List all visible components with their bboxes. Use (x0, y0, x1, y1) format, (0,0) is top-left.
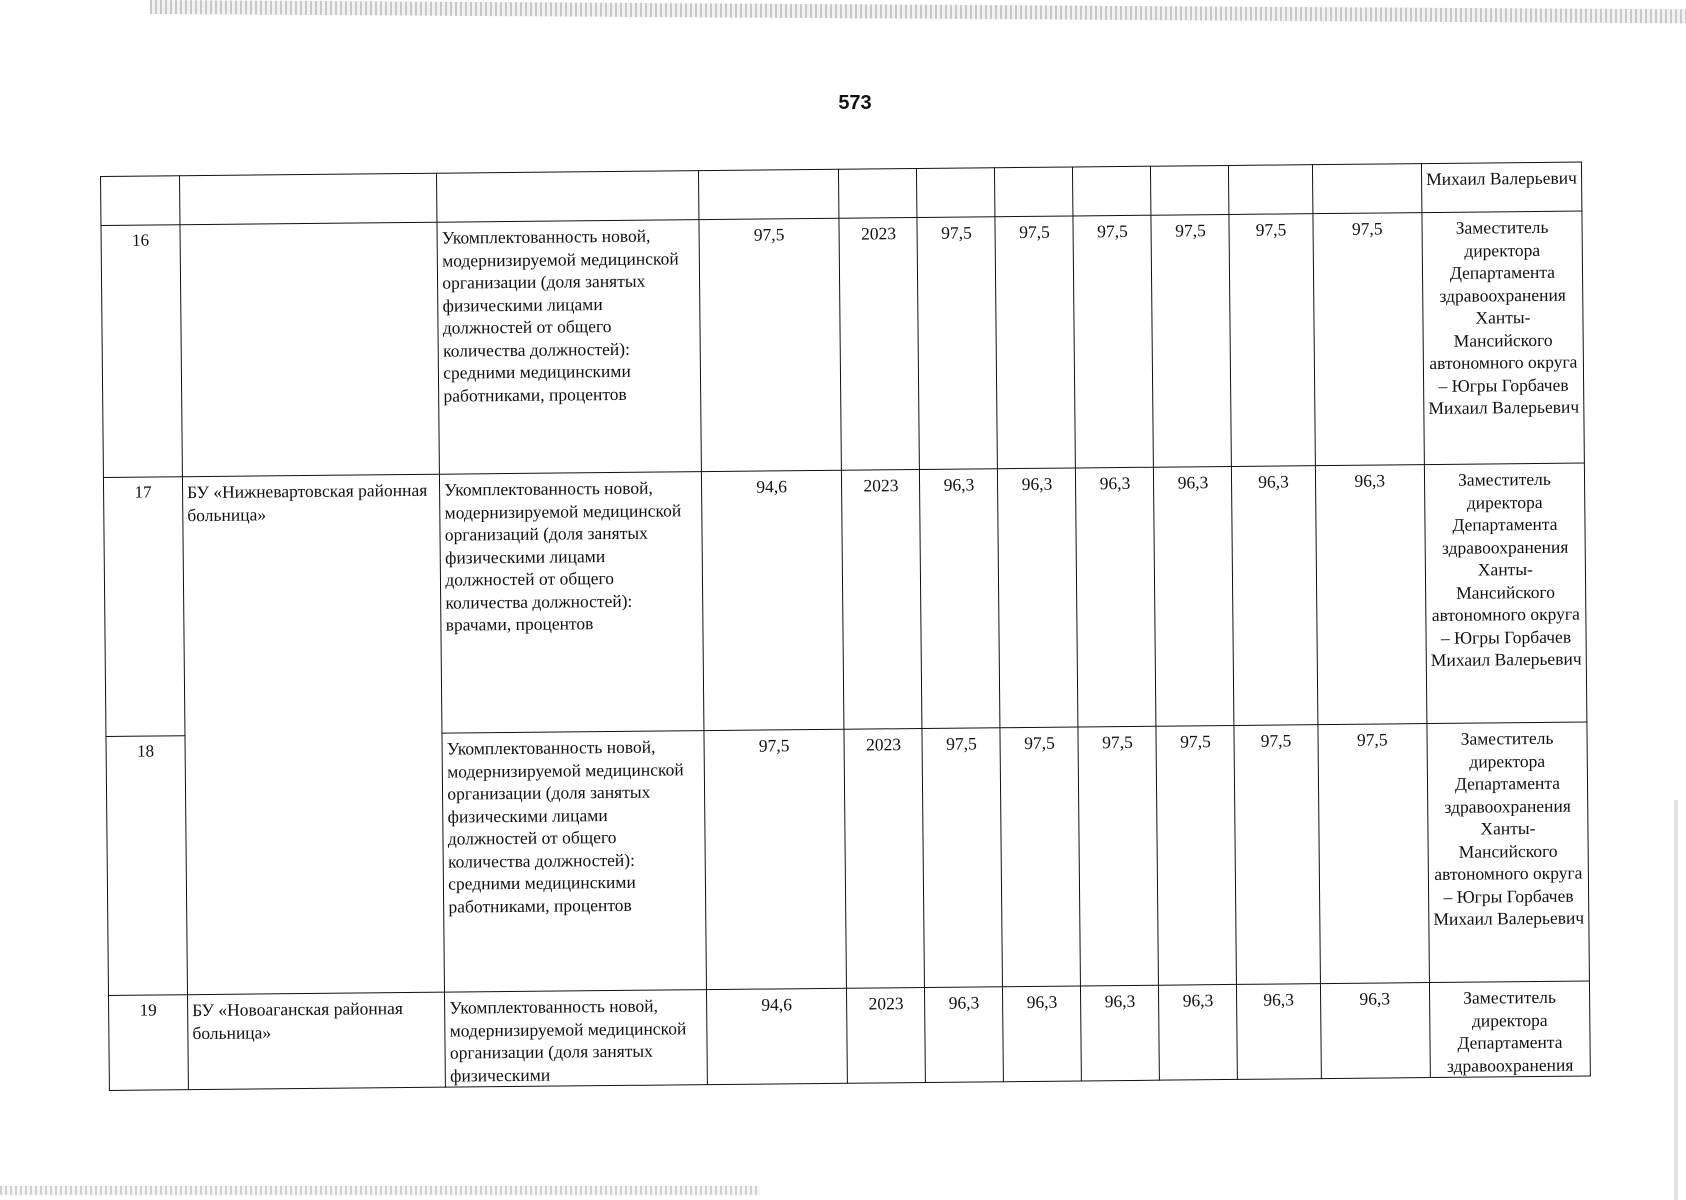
cell-value: 97,5 (1078, 726, 1159, 986)
cell-value: 96,3 (1159, 984, 1238, 1080)
cell-value: 97,5 (995, 216, 1075, 469)
cell-value: 96,3 (1315, 465, 1427, 725)
cell-responsible: Заместитель директора Департамента здравоохранения Ханты-Мансийского автономного округа – Югры Горбачев Михаил Валерьевич (1427, 722, 1590, 983)
cell-value: 96,3 (1003, 986, 1082, 1082)
cell-organization: БУ «Нижневартовская районная больница» (182, 474, 444, 994)
cell-num: 16 (101, 225, 182, 478)
cell-value: 96,3 (1320, 983, 1430, 1079)
cell-value: 97,5 (1151, 214, 1231, 467)
cell-base-year: 2023 (844, 728, 925, 988)
cell-indicator: Укомплектованность новой, модернизируемой медицинской организации (доля занятых физическими лицами должностей от общего количества должностей): средними медицинскими работниками, процентов (437, 220, 701, 475)
cell-base-value: 97,5 (704, 729, 847, 989)
cell-value: 97,5 (1312, 213, 1424, 466)
cell-value (1073, 166, 1151, 216)
cell-value (995, 167, 1073, 217)
cell-responsible: Заместитель директора Департамента здравоохранения Ханты-Мансийского автономного округа – Югры Горбачев Михаил Валерьевич (1424, 463, 1587, 724)
cell-indicator: Укомплектованность новой, модернизируемой медицинской организации (доля занятых физическими (445, 990, 707, 1088)
cell-num: 19 (109, 995, 189, 1091)
cell-base-value: 94,6 (706, 988, 848, 1084)
cell-base-year: 2023 (842, 470, 923, 730)
cell-base-value (698, 169, 839, 219)
cell-value: 97,5 (1234, 725, 1320, 985)
cell-num: 17 (103, 477, 185, 737)
scan-edge-bottom (0, 1186, 760, 1195)
cell-value: 96,3 (1237, 984, 1321, 1080)
cell-value: 96,3 (925, 987, 1004, 1083)
cell-value: 97,5 (1073, 215, 1153, 468)
cell-indicator: Укомплектованность новой, модернизируемой медицинской организаций (доля занятых физическими лицами должностей от общего количества должностей): врачами, процентов (440, 472, 704, 734)
cell-value: 96,3 (1154, 466, 1235, 726)
cell-responsible: Михаил Валерьевич (1421, 162, 1582, 213)
cell-value (1312, 164, 1422, 214)
cell-value (1229, 165, 1313, 215)
cell-num (101, 176, 180, 226)
cell-value: 97,5 (917, 217, 997, 470)
cell-base-year: 2023 (839, 218, 919, 471)
cell-value: 97,5 (1229, 214, 1315, 467)
cell-value (917, 168, 995, 218)
cell-base-value: 97,5 (699, 218, 842, 471)
page-number: 573 (838, 92, 872, 114)
cell-base-year (839, 169, 917, 219)
table-row (109, 981, 1591, 1090)
cell-value (1151, 165, 1229, 215)
scan-edge-right (1674, 800, 1678, 1200)
cell-organization (180, 222, 440, 477)
cell-value: 97,5 (1156, 725, 1237, 985)
cell-organization (180, 173, 438, 225)
cell-value: 96,3 (920, 469, 1001, 729)
cell-responsible: Заместитель директора Департамента здравоохранения (1429, 981, 1590, 1078)
cell-indicator: Укомплектованность новой, модернизируемой медицинской организации (доля занятых физическими лицами должностей от общего количества должностей): средними медицинскими работниками, процентов (442, 731, 706, 993)
cell-base-year: 2023 (847, 987, 926, 1083)
cell-value: 96,3 (1076, 467, 1157, 727)
cell-indicator (437, 171, 699, 223)
cell-value: 97,5 (1317, 724, 1429, 984)
scan-edge-top (150, 0, 1686, 23)
cell-organization: БУ «Новоаганская районная больница» (188, 992, 446, 1090)
cell-num: 18 (106, 736, 188, 996)
cell-value: 96,3 (1081, 985, 1160, 1081)
indicators-table (100, 162, 1591, 1091)
table-row (103, 463, 1586, 736)
cell-value: 97,5 (1000, 727, 1081, 987)
cell-value: 96,3 (1232, 466, 1318, 726)
table-row (101, 211, 1584, 477)
cell-responsible: Заместитель директора Департамента здравоохранения Ханты-Мансийского автономного округа – Югры Горбачев Михаил Валерьевич (1422, 211, 1585, 465)
cell-value: 97,5 (922, 728, 1003, 988)
cell-value: 96,3 (998, 468, 1079, 728)
cell-base-value: 94,6 (701, 470, 844, 730)
document-sheet (100, 162, 1591, 1089)
